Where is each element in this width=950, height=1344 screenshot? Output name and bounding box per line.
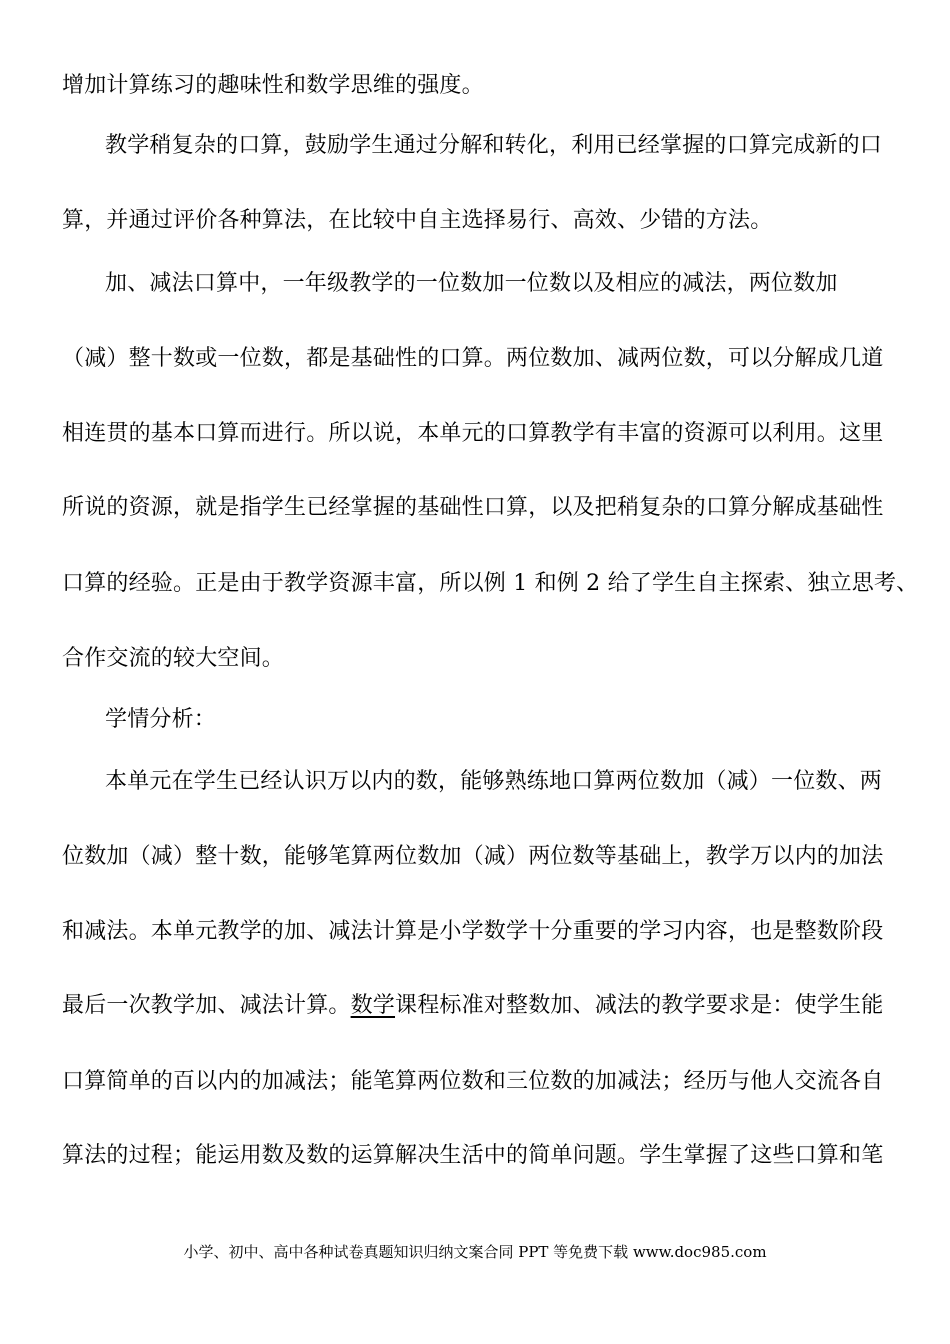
math-link[interactable]: 数学 — [350, 993, 396, 1018]
text-line: 所说的资源，就是指学生已经掌握的基础性口算，以及把稍复杂的口算分解成基础性 — [62, 495, 884, 520]
text-line: 增加计算练习的趣味性和数学思维的强度。 — [62, 73, 484, 98]
text-line: 相连贯的基本口算而进行。所以说，本单元的口算教学有丰富的资源可以利用。这里 — [62, 421, 884, 446]
text-line — [62, 991, 883, 1021]
text-line: 口算简单的百以内的加减法；能笔算两位数和三位数的加减法；经历与他人交流各自 — [62, 1069, 884, 1094]
text-line: 算，并通过评价各种算法，在比较中自主选择易行、高效、少错的方法。 — [62, 208, 773, 233]
text-line: 口算的经验。正是由于教学资源丰富，所以例 1 和例 2 给了学生自主探索、独立思考、 — [62, 571, 919, 596]
section-heading: 学情分析： — [105, 707, 217, 732]
text-line: 教学稍复杂的口算，鼓励学生通过分解和转化，利用已经掌握的口算完成新的口 — [105, 133, 883, 158]
text-line: 加、减法口算中，一年级教学的一位数加一位数以及相应的减法，两位数加 — [105, 271, 838, 296]
text-line: 位数加（减）整十数，能够笔算两位数加（减）两位数等基础上，教学万以内的加法 — [62, 844, 884, 869]
text-line: 合作交流的较大空间。 — [62, 646, 285, 671]
text-line: 本单元在学生已经认识万以内的数，能够熟练地口算两位数加（减）一位数、两 — [105, 769, 883, 794]
text-segment: 最后一次教学加、减法计算。 — [62, 993, 351, 1018]
text-line: 和减法。本单元教学的加、减法计算是小学数学十分重要的学习内容，也是整数阶段 — [62, 919, 884, 944]
text-line: （减）整十数或一位数，都是基础性的口算。两位数加、减两位数，可以分解成几道 — [62, 346, 884, 371]
text-segment: 课程标准对整数加、减法的教学要求是：使学生能 — [395, 993, 884, 1018]
text-line: 算法的过程；能运用数及数的运算解决生活中的简单问题。学生掌握了这些口算和笔 — [62, 1143, 884, 1168]
page-footer: 小学、初中、高中各种试卷真题知识归纳文案合同 PPT 等免费下载 www.doc985.com — [183, 1243, 767, 1261]
